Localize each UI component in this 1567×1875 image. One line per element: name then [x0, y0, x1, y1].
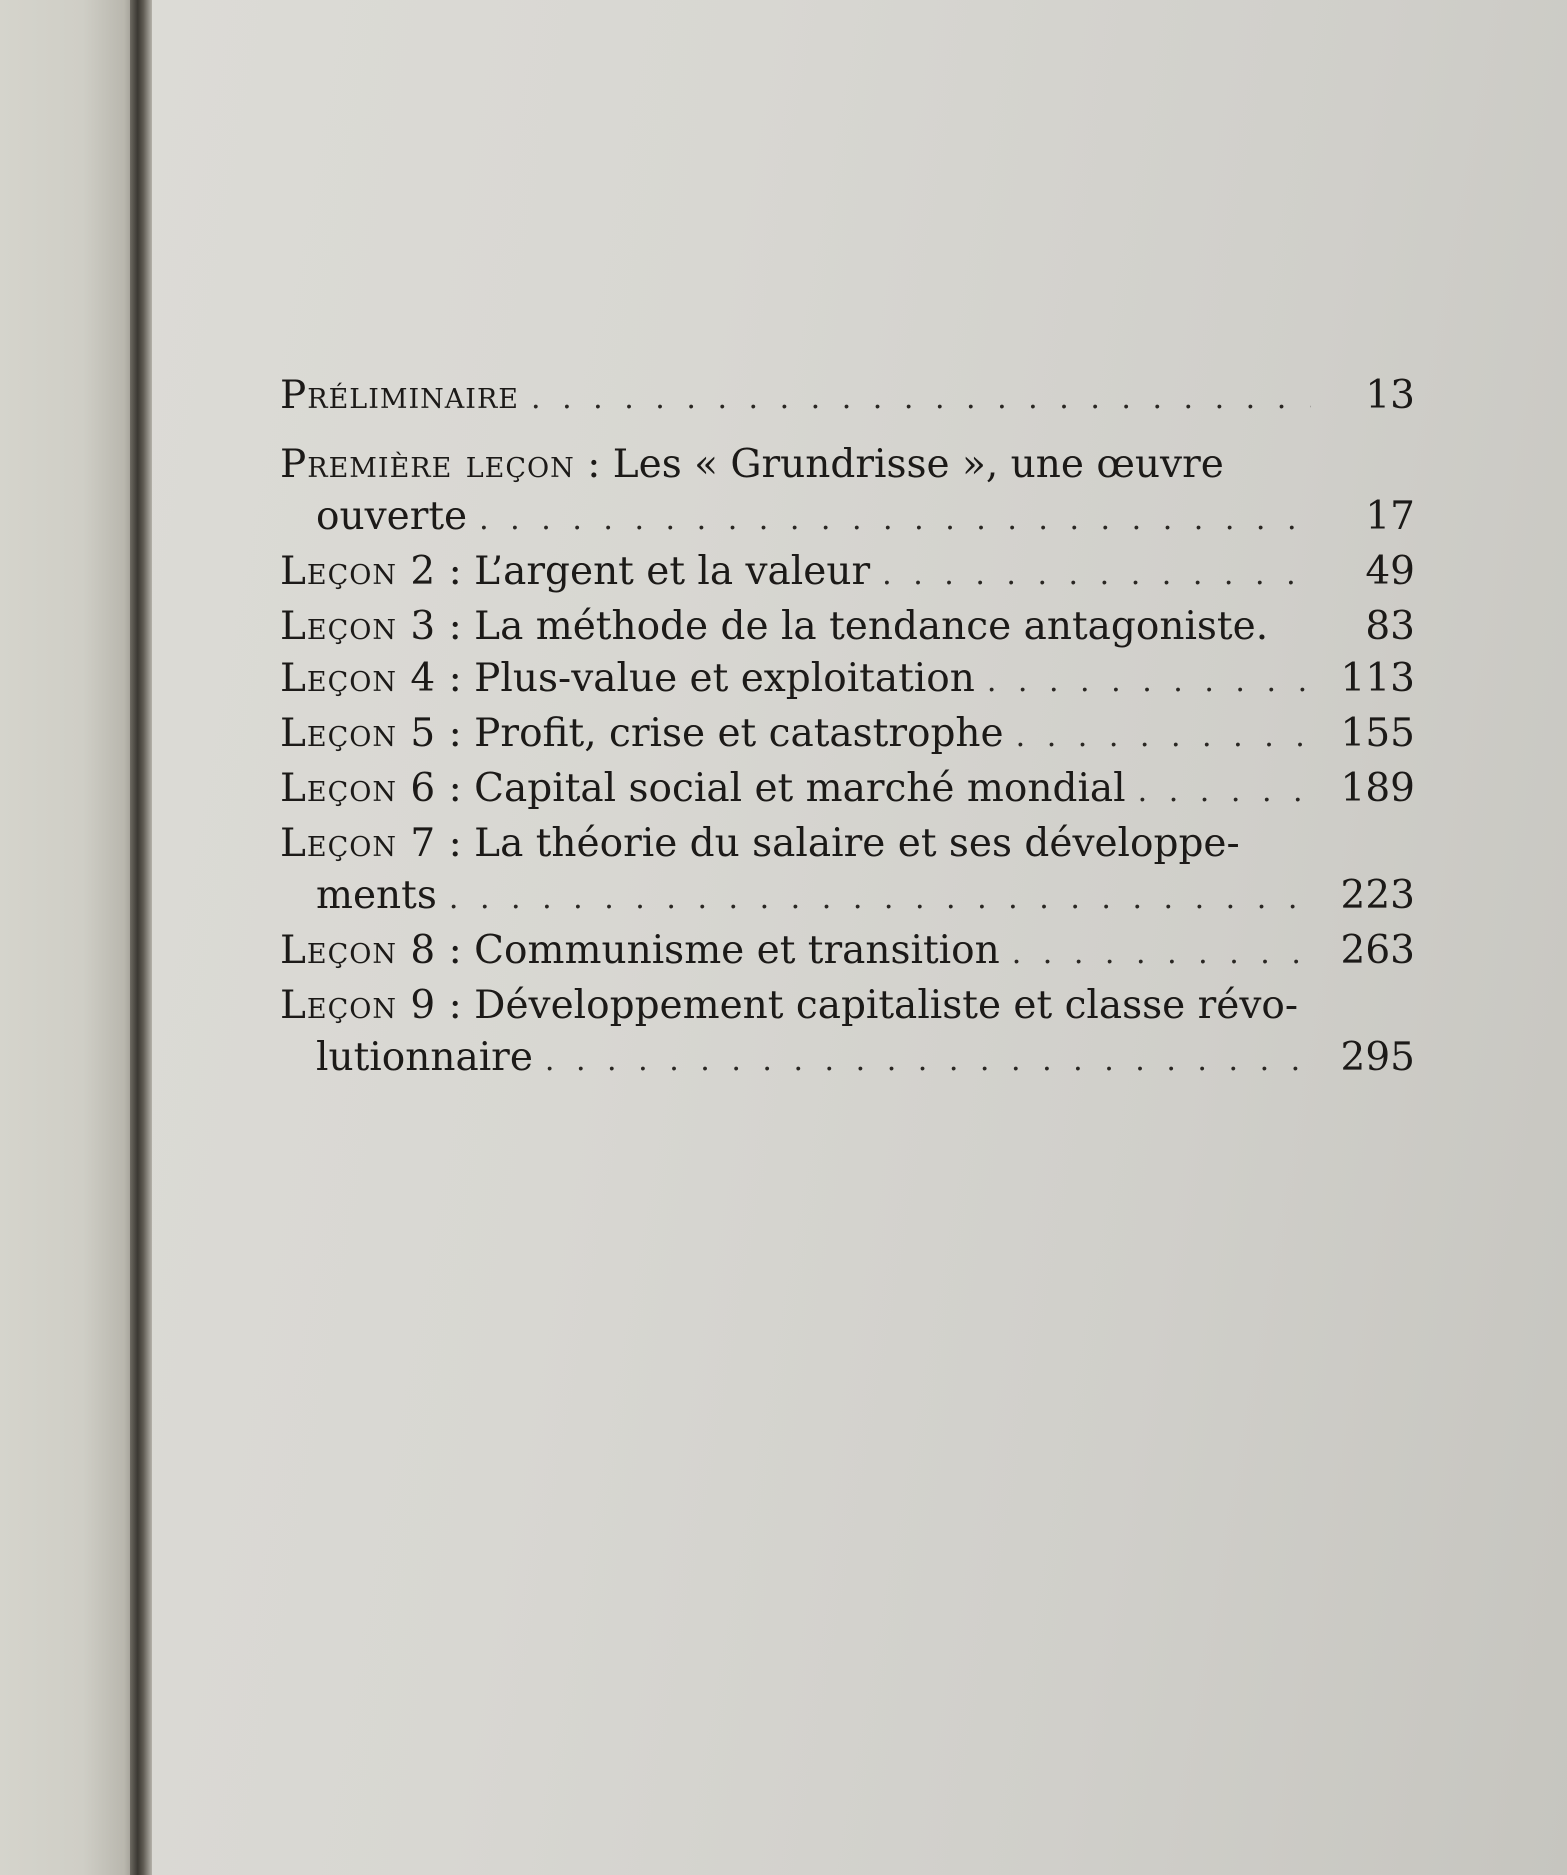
- dot-leader: [545, 1035, 1311, 1087]
- toc-page-number: 17: [1365, 494, 1415, 539]
- dot-leader: [987, 656, 1311, 708]
- toc-title: : La méthode de la tendance antagoniste.: [436, 604, 1269, 649]
- toc-label: Leçon 8: [280, 928, 437, 973]
- toc-label: Leçon 7: [280, 821, 437, 866]
- toc-page-number: 155: [1340, 711, 1415, 756]
- toc-page-number: 189: [1340, 766, 1415, 811]
- dot-leader: [531, 373, 1311, 425]
- dot-leader: [1016, 711, 1311, 763]
- toc-title: : Plus-value et exploitation: [436, 656, 975, 701]
- toc-entry-preliminaire: [280, 370, 1415, 425]
- left-page: [0, 0, 138, 1875]
- toc-entry-lecon-7-cont: [280, 870, 1415, 925]
- toc-label: Leçon 2: [280, 549, 437, 594]
- dot-leader: [479, 494, 1311, 546]
- toc-page-number: 13: [1365, 373, 1415, 418]
- dot-leader: [1012, 928, 1311, 980]
- toc-label: Leçon 6: [280, 766, 437, 811]
- toc-page-number: 83: [1365, 604, 1415, 649]
- toc-title: : Profit, crise et catastrophe: [436, 711, 1004, 756]
- toc-title: : Les « Grundrisse », une œuvre: [574, 442, 1224, 487]
- toc-title: : La théorie du salaire et ses développe-: [436, 821, 1240, 866]
- toc-page-number: 113: [1340, 656, 1415, 701]
- toc-title-continuation: ouverte: [316, 494, 468, 539]
- toc-entry-lecon-7: [280, 818, 1415, 870]
- toc-title: : Communisme et transition: [436, 928, 1000, 973]
- toc-entry-lecon-9-cont: [280, 1032, 1415, 1087]
- book-gutter: [130, 0, 152, 1875]
- toc-entry-lecon-9: [280, 980, 1415, 1032]
- toc-title-continuation: lutionnaire: [316, 1035, 533, 1080]
- dot-leader: [1138, 766, 1311, 818]
- toc-label: Leçon 5: [280, 711, 437, 756]
- toc-label: Leçon 4: [280, 656, 437, 701]
- toc-label: Première leçon: [280, 442, 575, 487]
- toc-entry-lecon-4: [280, 653, 1415, 708]
- toc-entry-lecon-8: [280, 925, 1415, 980]
- dot-leader: [882, 549, 1311, 601]
- toc-page-number: 295: [1340, 1035, 1415, 1080]
- dot-leader: [449, 873, 1311, 925]
- toc-entry-lecon-3: [280, 601, 1415, 653]
- toc-title: : L’argent et la valeur: [436, 549, 871, 594]
- toc-label: Leçon 3: [280, 604, 437, 649]
- toc-label: Leçon 9: [280, 983, 437, 1028]
- toc-entry-lecon-5: [280, 708, 1415, 763]
- toc-entry-lecon-2: [280, 546, 1415, 601]
- toc-entry-premiere-lecon: [280, 439, 1415, 491]
- toc-page-number: 49: [1365, 549, 1415, 594]
- toc-title: : Capital social et marché mondial: [436, 766, 1126, 811]
- toc-title: Préliminaire: [280, 373, 520, 418]
- toc-entry-premiere-lecon-cont: [280, 491, 1415, 546]
- toc-title: : Développement capitaliste et classe révo-: [436, 983, 1299, 1028]
- table-of-contents: [280, 370, 1415, 1087]
- toc-page-number: 263: [1340, 928, 1415, 973]
- toc-page-number: 223: [1340, 873, 1415, 918]
- toc-title-continuation: ments: [316, 873, 437, 918]
- toc-entry-lecon-6: [280, 763, 1415, 818]
